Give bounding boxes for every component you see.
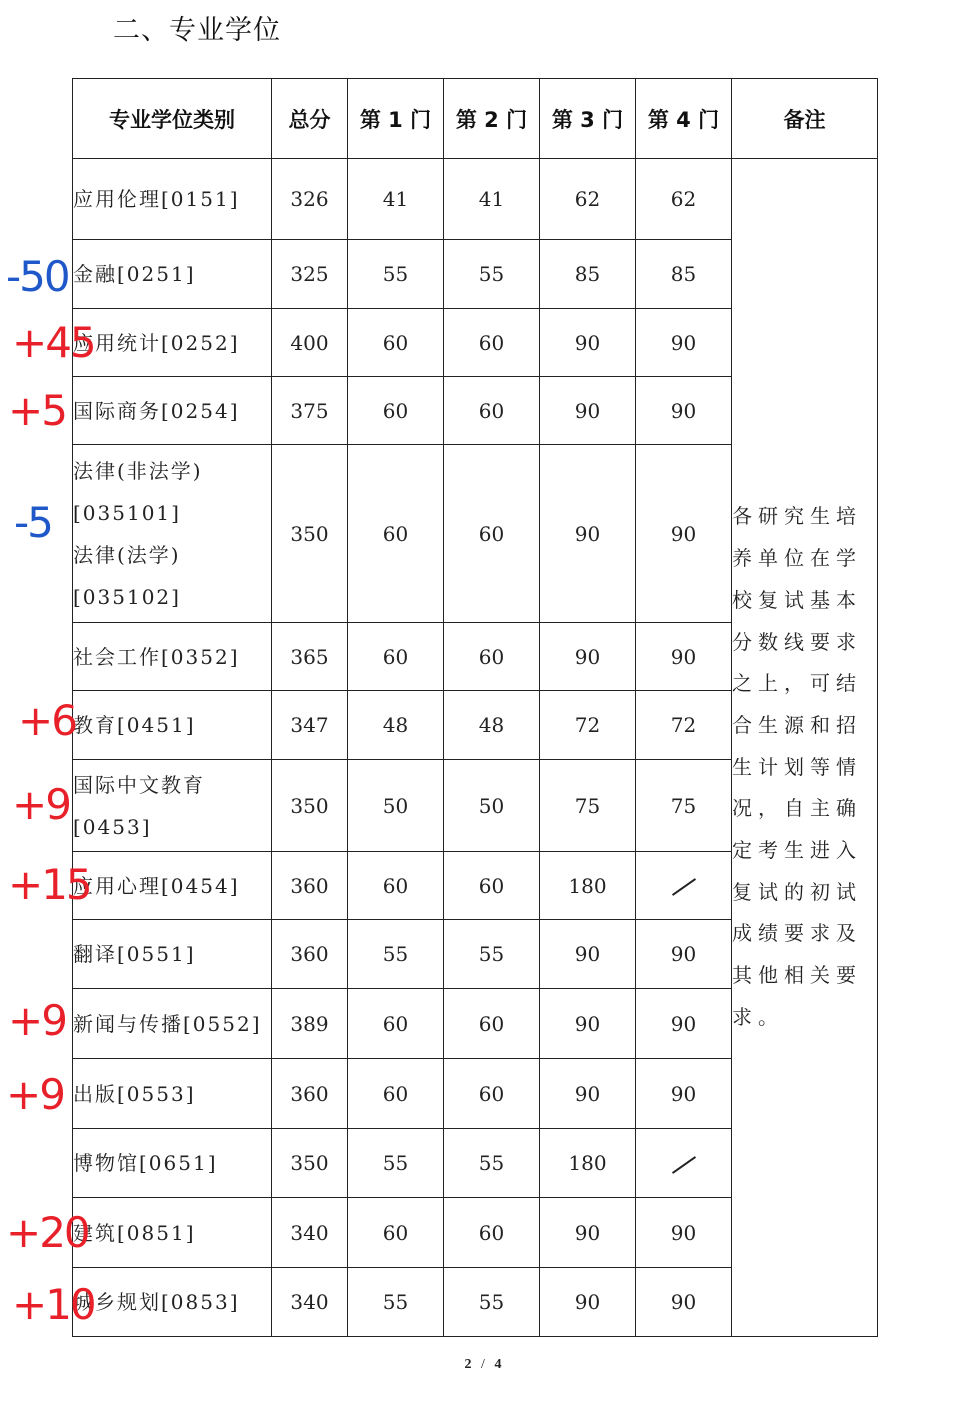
subject-score-cell: 90 <box>540 623 636 691</box>
subject-score-cell: 48 <box>348 691 444 760</box>
table-header-row <box>73 79 878 159</box>
total-score-cell: 350 <box>272 445 348 623</box>
subject-score-cell: 60 <box>348 445 444 623</box>
subject-score-cell: 41 <box>444 159 540 240</box>
subject-score-cell <box>636 852 732 920</box>
not-applicable-slash <box>671 1156 695 1174</box>
category-cell: 应用统计[0252] <box>73 309 272 377</box>
total-score-cell: 350 <box>272 1129 348 1198</box>
total-score-cell: 326 <box>272 159 348 240</box>
subject-score-cell: 55 <box>348 240 444 309</box>
subject-score-cell: 90 <box>540 1198 636 1268</box>
subject-score-cell: 60 <box>444 309 540 377</box>
category-cell: 城乡规划[0853] <box>73 1268 272 1337</box>
header-subject-1: 第 1 门 <box>348 79 444 159</box>
subject-score-cell: 60 <box>348 377 444 445</box>
total-score-cell: 347 <box>272 691 348 760</box>
subject-score-cell: 90 <box>636 989 732 1059</box>
handwritten-annotation: +9 <box>6 1070 64 1119</box>
subject-score-cell: 72 <box>540 691 636 760</box>
category-cell <box>73 445 272 623</box>
subject-score-cell: 60 <box>444 852 540 920</box>
category-cell: 新闻与传播[0552] <box>73 989 272 1059</box>
total-score-cell: 340 <box>272 1198 348 1268</box>
category-line: [035102] <box>73 584 181 609</box>
category-cell: 出版[0553] <box>73 1059 272 1129</box>
subject-score-cell: 55 <box>444 1268 540 1337</box>
subject-score-cell: 90 <box>636 309 732 377</box>
subject-score-cell: 180 <box>540 1129 636 1198</box>
subject-score-cell: 90 <box>540 445 636 623</box>
not-applicable-slash <box>671 878 695 896</box>
category-cell: 翻译[0551] <box>73 920 272 989</box>
subject-score-cell: 60 <box>348 852 444 920</box>
subject-score-cell: 55 <box>348 920 444 989</box>
handwritten-annotation: +45 <box>12 318 95 367</box>
subject-score-cell: 55 <box>444 920 540 989</box>
subject-score-cell: 50 <box>348 760 444 852</box>
total-score-cell: 350 <box>272 760 348 852</box>
category-line: 法律(非法学) <box>73 458 203 483</box>
total-score-cell: 360 <box>272 920 348 989</box>
category-cell: 应用心理[0454] <box>73 852 272 920</box>
header-note: 备注 <box>732 79 878 159</box>
page-total: 4 <box>494 1357 502 1372</box>
subject-score-cell: 90 <box>636 920 732 989</box>
header-total: 总分 <box>272 79 348 159</box>
total-score-cell: 360 <box>272 852 348 920</box>
table-row <box>73 159 878 240</box>
handwritten-annotation: +15 <box>8 860 91 909</box>
total-score-cell: 389 <box>272 989 348 1059</box>
category-cell: 建筑[0851] <box>73 1198 272 1268</box>
total-score-cell: 360 <box>272 1059 348 1129</box>
handwritten-annotation: +20 <box>6 1208 89 1257</box>
category-cell: 应用伦理[0151] <box>73 159 272 240</box>
category-line: [0453] <box>73 814 152 839</box>
subject-score-cell: 62 <box>540 159 636 240</box>
handwritten-annotation: +9 <box>8 996 66 1045</box>
subject-score-cell: 90 <box>636 1268 732 1337</box>
category-cell: 教育[0451] <box>73 691 272 760</box>
handwritten-annotation: -50 <box>6 252 69 301</box>
category-cell <box>73 760 272 852</box>
subject-score-cell: 48 <box>444 691 540 760</box>
subject-score-cell: 62 <box>636 159 732 240</box>
total-score-cell: 375 <box>272 377 348 445</box>
category-line: [035101] <box>73 500 181 525</box>
handwritten-annotation: +10 <box>12 1280 95 1329</box>
subject-score-cell: 55 <box>444 240 540 309</box>
subject-score-cell: 75 <box>636 760 732 852</box>
category-line: 国际中文教育 <box>73 772 205 797</box>
subject-score-cell: 90 <box>540 1059 636 1129</box>
header-subject-4: 第 4 门 <box>636 79 732 159</box>
page-sep: / <box>481 1357 485 1372</box>
page-current: 2 <box>464 1357 472 1372</box>
subject-score-cell: 90 <box>636 445 732 623</box>
subject-score-cell: 41 <box>348 159 444 240</box>
subject-score-cell: 60 <box>444 377 540 445</box>
subject-score-cell: 60 <box>348 989 444 1059</box>
subject-score-cell: 55 <box>444 1129 540 1198</box>
subject-score-cell: 90 <box>636 1059 732 1129</box>
subject-score-cell: 60 <box>348 309 444 377</box>
handwritten-annotation: +6 <box>18 696 76 745</box>
header-subject-2: 第 2 门 <box>444 79 540 159</box>
category-cell: 博物馆[0651] <box>73 1129 272 1198</box>
subject-score-cell: 50 <box>444 760 540 852</box>
total-score-cell: 340 <box>272 1268 348 1337</box>
note-cell: 各研究生培养单位在学校复试基本分数线要求之上，可结合生源和招生计划等情况，自主确定考生进入复试的初试成绩要求及其他相关要求。 <box>732 159 878 1337</box>
subject-score-cell: 60 <box>444 1059 540 1129</box>
subject-score-cell: 90 <box>540 309 636 377</box>
section-title: 二、专业学位 <box>113 15 281 46</box>
total-score-cell: 365 <box>272 623 348 691</box>
subject-score-cell: 60 <box>348 1059 444 1129</box>
subject-score-cell: 60 <box>444 989 540 1059</box>
handwritten-annotation: -5 <box>14 498 52 547</box>
subject-score-cell: 60 <box>348 1198 444 1268</box>
subject-score-cell: 60 <box>444 1198 540 1268</box>
header-category: 专业学位类别 <box>73 79 272 159</box>
subject-score-cell: 90 <box>636 377 732 445</box>
category-cell: 金融[0251] <box>73 240 272 309</box>
subject-score-cell: 90 <box>636 623 732 691</box>
subject-score-cell: 75 <box>540 760 636 852</box>
handwritten-annotation: +5 <box>8 386 66 435</box>
category-cell: 国际商务[0254] <box>73 377 272 445</box>
header-subject-3: 第 3 门 <box>540 79 636 159</box>
score-table <box>72 78 878 1337</box>
subject-score-cell: 60 <box>348 623 444 691</box>
subject-score-cell: 90 <box>540 1268 636 1337</box>
subject-score-cell: 60 <box>444 445 540 623</box>
subject-score-cell: 55 <box>348 1129 444 1198</box>
total-score-cell: 325 <box>272 240 348 309</box>
subject-score-cell: 180 <box>540 852 636 920</box>
subject-score-cell: 90 <box>636 1198 732 1268</box>
subject-score-cell: 85 <box>636 240 732 309</box>
subject-score-cell: 72 <box>636 691 732 760</box>
category-cell: 社会工作[0352] <box>73 623 272 691</box>
subject-score-cell <box>636 1129 732 1198</box>
category-line: 法律(法学) <box>73 542 181 567</box>
total-score-cell: 400 <box>272 309 348 377</box>
subject-score-cell: 60 <box>444 623 540 691</box>
handwritten-annotation: +9 <box>12 780 70 829</box>
subject-score-cell: 85 <box>540 240 636 309</box>
subject-score-cell: 90 <box>540 920 636 989</box>
subject-score-cell: 55 <box>348 1268 444 1337</box>
subject-score-cell: 90 <box>540 989 636 1059</box>
subject-score-cell: 90 <box>540 377 636 445</box>
page-number <box>0 1357 966 1373</box>
